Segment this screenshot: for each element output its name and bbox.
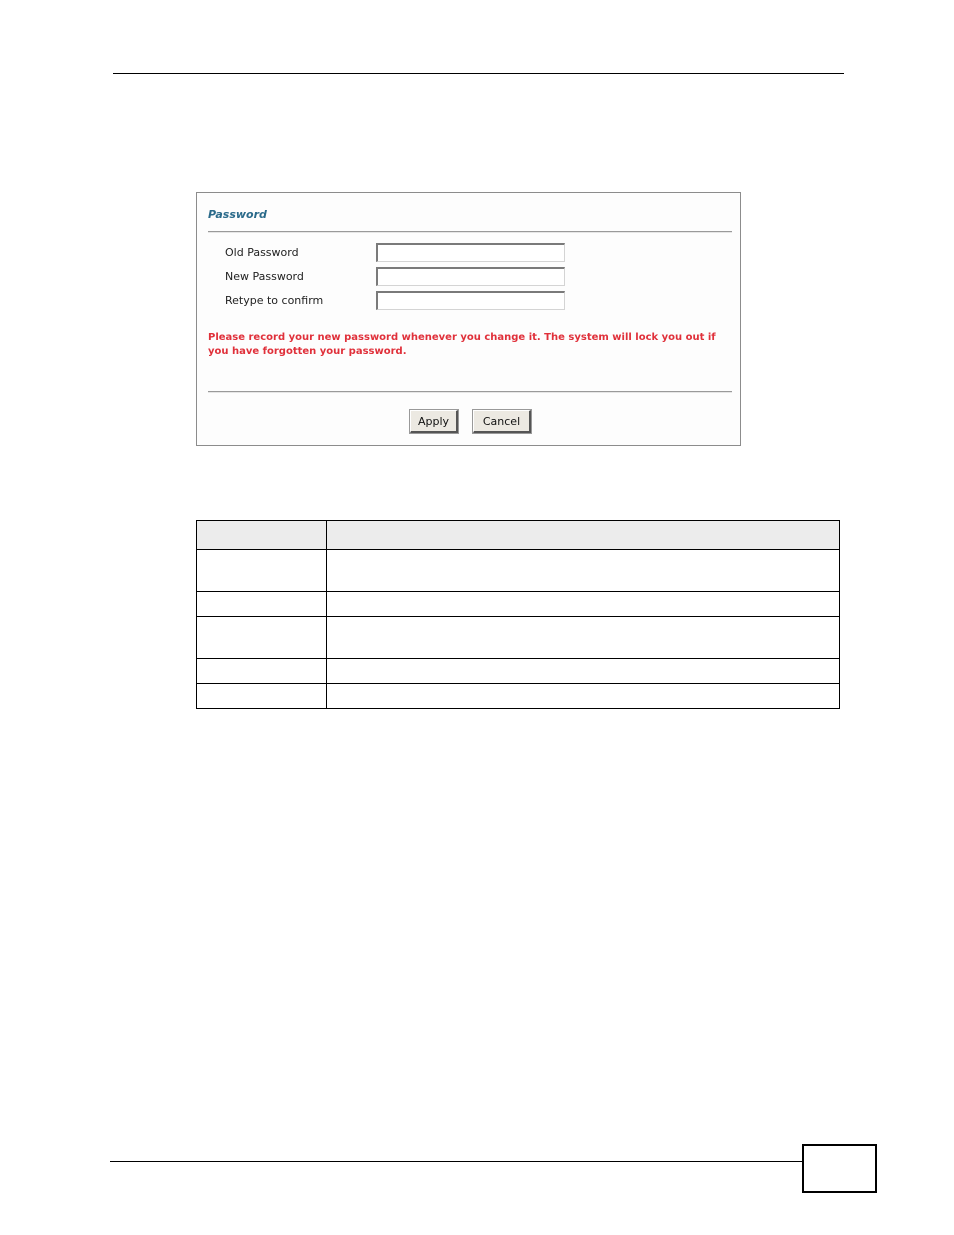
table-cell [327, 550, 840, 592]
new-password-input[interactable] [376, 267, 565, 286]
table-cell [197, 592, 327, 617]
password-warning: Please record your new password whenever you change it. The system will lock you out if you have forgotten your password. [208, 332, 716, 357]
panel-divider-bottom [208, 391, 732, 393]
table-row [197, 592, 840, 617]
table-cell [197, 617, 327, 659]
panel-divider-top [208, 231, 732, 233]
table-cell [197, 550, 327, 592]
table-header-label [197, 521, 327, 550]
table-row [197, 684, 840, 709]
page-number-box [802, 1144, 877, 1193]
table-cell [327, 684, 840, 709]
table-row [197, 617, 840, 659]
password-panel [196, 192, 741, 446]
table-row [197, 550, 840, 592]
retype-password-input[interactable] [376, 291, 565, 310]
retype-password-label: Retype to confirm [225, 294, 324, 307]
table-header-row [197, 521, 840, 550]
old-password-input[interactable] [376, 243, 565, 262]
footer-rule [110, 1161, 803, 1162]
table-cell [327, 592, 840, 617]
apply-button[interactable]: Apply [410, 410, 458, 433]
table-cell [327, 617, 840, 659]
new-password-label: New Password [225, 270, 304, 283]
header-rule [113, 73, 844, 74]
table-header-description [327, 521, 840, 550]
old-password-label: Old Password [225, 246, 299, 259]
description-table [196, 520, 840, 709]
cancel-button[interactable]: Cancel [473, 410, 531, 433]
table-cell [327, 659, 840, 684]
panel-title: Password [208, 208, 267, 221]
table-row [197, 659, 840, 684]
table-cell [197, 659, 327, 684]
table-cell [197, 684, 327, 709]
